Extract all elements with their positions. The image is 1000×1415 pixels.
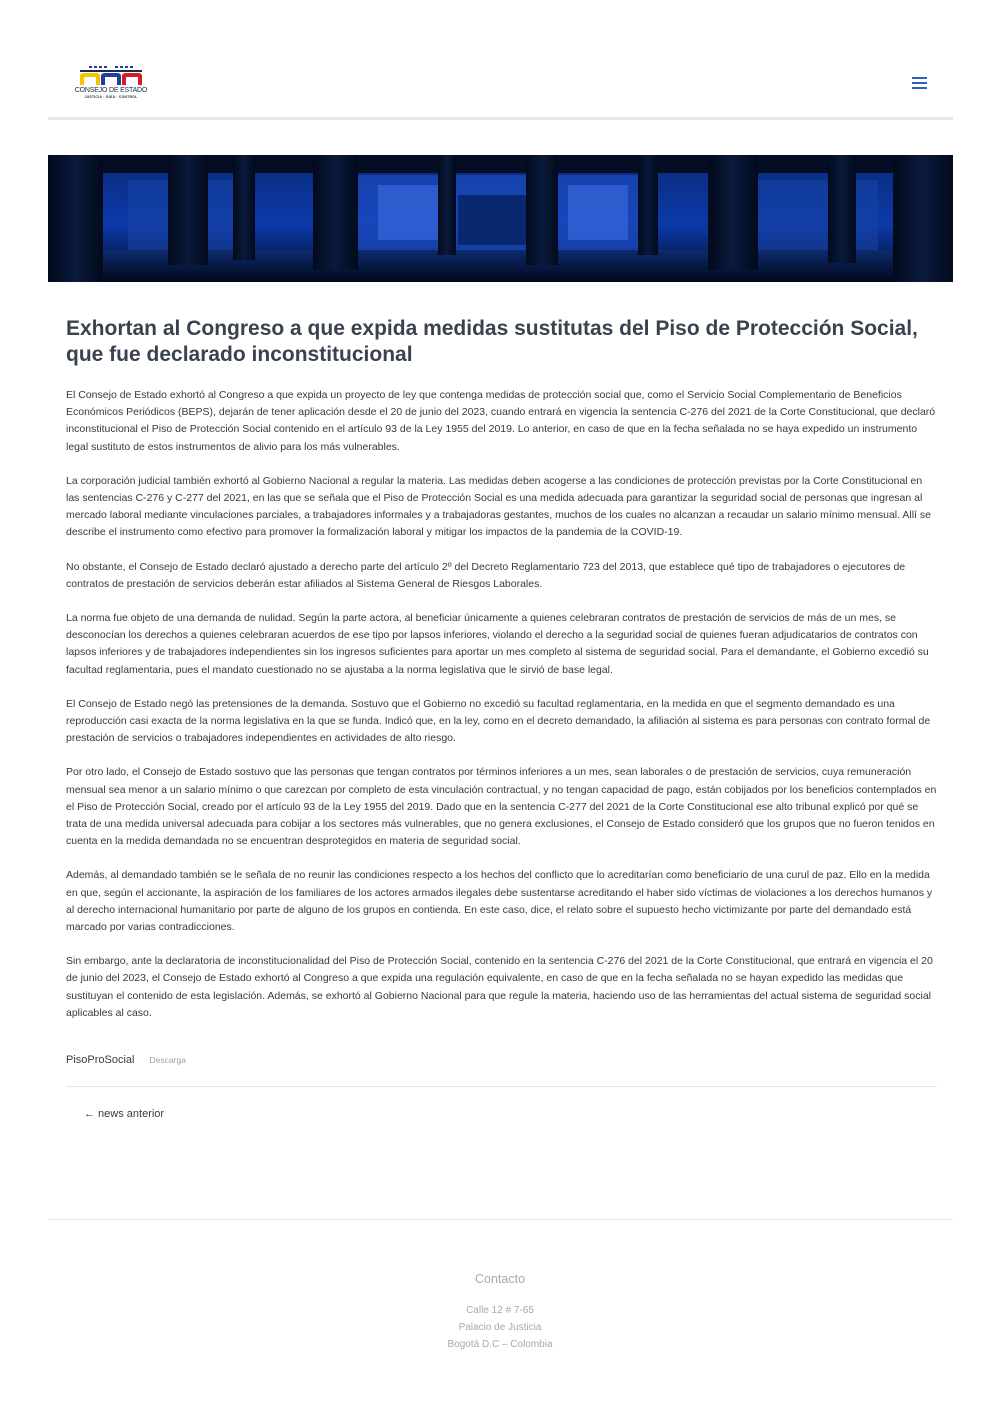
hero-banner-image [48,155,953,282]
article-body [66,387,938,1022]
article-paragraph: Sin embargo, ante la declaratoria de inconstitucionalidad del Piso de Protección Social, contenido en la sentencia C-276 del 2021 de la Corte Constitucional, que entrará en vigencia el 20 de junio del 2023, el Consejo de Estado exhortó al Congreso a que expida una regulación equivalente, en caso de que en la fecha señalada no se hayan expedido las medidas que sustituyan el contenido de esta legislación. Además, se exhortó al Gobierno Nacional para que regule la materia, haciendo uso de las herramientas del actual sistema de seguridad social aplicables al caso. [66,955,933,1019]
article-paragraph: Además, al demandado también se le señala de no reunir las condiciones respecto a los hechos del conflicto que lo acreditarían como beneficiario de una curul de paz. Ello en la medida en que, según el accionante, la aspiración de los familiares de los actores armados ilegales debe sustentarse acreditando el haber sido víctimas de violaciones a los derechos humanos y al derecho internacional humanitario por parte de alguno de los grupos en contienda. En este caso, dice, el relato sobre el supuesto hecho victimizante por parte del demandado está marcado por varias contradicciones. [66,869,933,934]
article-paragraph: La norma fue objeto de una demanda de nulidad. Según la parte actora, al beneficiar únicamente a quienes celebraran contratos de prestación de servicios de más de un mes, se desconocían los derechos a quienes celebraran acuerdos de ese tipo por lapsos inferiores, violando el derecho a la seguridad social de quienes fueran adjudicatarios de contratos con lapsos inferiores y de trabajadores independientes sin los ingresos suficientes para aportar un mes completo al sistema de seguridad social. Para el demandante, el Gobierno excedió su facultad reglamentaria, pues el mandato cuestionado no se ajustaba a la norma legislativa que le sirvió de base legal. [66,612,929,676]
article [66,316,938,1039]
article-paragraph: El Consejo de Estado negó las pretensiones de la demanda. Sostuvo que el Gobierno no excedió su facultad reglamentaria, en la medida en que el segmento demandado es una reproducción casi exacta de la norma legislativa en la que se funda. Indicó que, en la ley, como en el decreto demandado, la afiliación al sistema es para personas con contrato formal de prestación de servicios o trabajadores independientes en actividades de alto riesgo. [66,697,931,745]
footer-title: Contacto [474,1272,526,1286]
left-arrow-icon: ← [84,1108,95,1120]
logo-building-icon [72,66,150,86]
site-header [48,0,953,120]
footer-address-line: Bogotá D.C – Colombia [447,1339,553,1350]
article-paragraph: La corporación judicial también exhortó al Gobierno Nacional a regular la materia. Las medidas deben acogerse a las condiciones de protección previstas por la Corte Constitucional en las sentencias C-276 y C-277 del 2021, en las que se señala que el Piso de Protección Social es una medida adecuada para garantizar la seguridad social de personas que ingresan al mercado laboral mediante vinculaciones parciales, a trabajadores informales y a trabajadoras gestantes, muchos de los cuales no alcanzan a recaudar un salario mínimo mensual. Allí se describe el instrumento como efectivo para promover la formalización laboral y mitigar los impactos de la pandemia de la COVID-19. [66,474,931,539]
footer-address-line: Calle 12 # 7-65 [466,1305,534,1316]
architecture-illustration [48,155,953,282]
footer-address-line: Palacio de Justicia [458,1322,542,1333]
logo-text: CONSEJO DE ESTADO [74,87,148,94]
article-title: Exhortan al Congreso a que expida medidas sustitutas del Piso de Protección Social, que fue declarado inconstitucional [66,317,918,366]
hamburger-menu-icon[interactable] [912,77,927,89]
article-paragraph: Por otro lado, el Consejo de Estado sostuvo que las personas que tengan contratos por términos inferiores a un mes, sean laborales o de prestación de servicios, cuya remuneración mensual sea menor a un salario mínimo o que carezcan por completo de esta vinculación contractual, y no tengan capacidad de pago, están cobijados por los beneficios contemplados en el Piso de Protección Social, creado por el artículo 93 de la Ley 1955 del 2019. Dado que en la sentencia C-277 del 2021 de la Corte Constitucional ese alto tribunal explicó por qué se trata de una medida universal adecuada para cobijar a los sectores más vulnerables, que no genera exclusiones, el Consejo de Estado consideró que los grupos que no fueron tenidos en cuenta en la medida demandada no se encuentran desprotegidos en materia de seguridad social. [66,766,937,848]
article-paragraph: No obstante, el Consejo de Estado declaró ajustado a derecho parte del artículo 2º del Decreto Reglamentario 723 del 2013, que establece qué tipo de trabajadores o ejecutores de contratos de prestación de servicios deberán estar afiliados al Sistema General de Riesgos Laborales. [66,560,906,590]
file-attachment [66,1054,186,1066]
previous-news-label: news anterior [95,1108,165,1120]
consejo-de-estado-logo[interactable] [72,66,150,102]
attachment-filename[interactable]: PisoProSocial [66,1054,135,1066]
previous-news-link[interactable] [84,1108,164,1120]
download-link[interactable]: Descarga [149,1055,186,1065]
site-footer [0,1272,1000,1353]
divider [66,1086,937,1087]
logo-tagline: JUSTICIA · GUÍA · CONTROL [84,95,138,99]
footer-divider [48,1219,953,1220]
article-paragraph: El Consejo de Estado exhortó al Congreso a que expida un proyecto de ley que contenga medidas de protección social que, como el Servicio Social Complementario de Beneficios Económicos Periódicos (BEPS), dejarán de tener aplicación desde el 20 de junio del 2023, cuando entrará en vigencia la sentencia C-276 del 2021 de la Corte Constitucional, que declaró inconstitucional el Piso de Protección Social contenido en el artículo 93 de la Ley 1955 del 2019. Lo anterior, en caso de que en la fecha señalada no se haya expedido un instrumento legal sustituto de estos instrumentos de alivio para los más vulnerables. [66,389,936,453]
